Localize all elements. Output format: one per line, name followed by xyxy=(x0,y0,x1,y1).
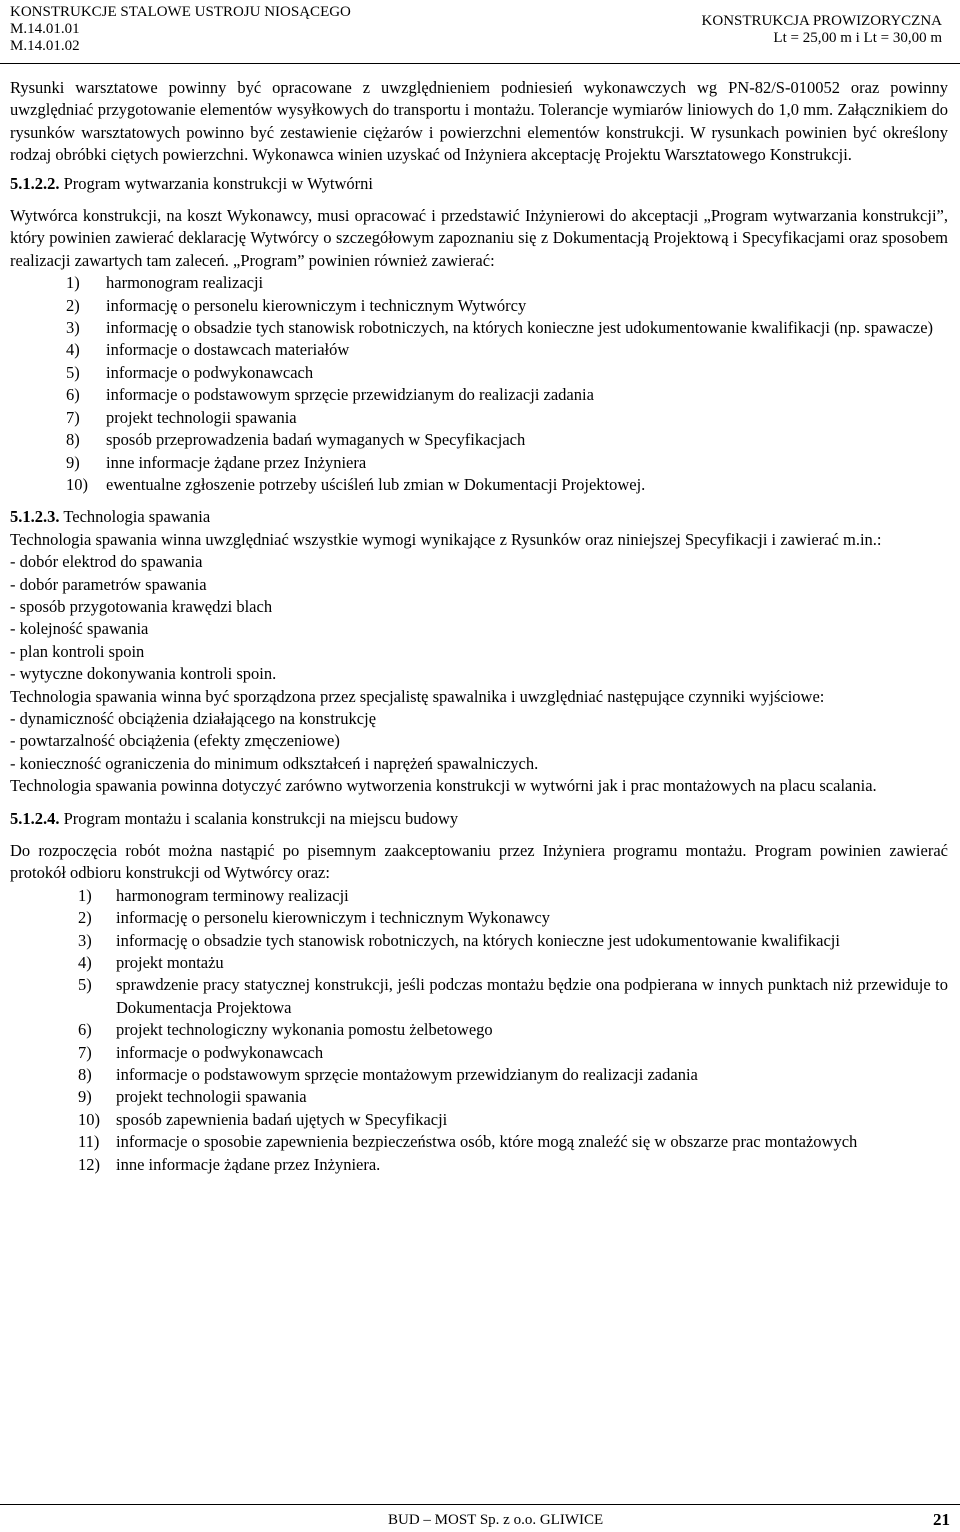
list-item xyxy=(10,1064,948,1086)
list-item xyxy=(10,474,948,496)
header-left-block xyxy=(10,4,351,55)
list-item-text: informację o obsadzie tych stanowisk robotniczych, na których konieczne jest udokumentowanie kwalifikacji xyxy=(116,930,840,950)
list-item xyxy=(10,362,948,384)
list-item xyxy=(10,1086,948,1108)
section-heading-5-1-2-3 xyxy=(10,506,948,528)
list-item-text: projekt technologiczny wykonania pomostu żelbetowego xyxy=(116,1020,493,1040)
list-item-number: 6) xyxy=(78,1020,92,1040)
header-divider xyxy=(0,63,960,64)
list-item xyxy=(10,930,948,952)
page-header xyxy=(0,0,960,64)
dash-item: - dobór elektrod do spawania xyxy=(10,552,203,572)
list-item-text: projekt technologii spawania xyxy=(106,407,297,427)
list-item-number: 2) xyxy=(66,295,80,315)
section-title: Program montażu i scalania konstrukcji na miejscu budowy xyxy=(59,808,459,828)
page-footer xyxy=(0,1500,960,1532)
numbered-list xyxy=(10,885,948,1176)
header-code-1: M.14.01.01 xyxy=(10,21,80,37)
list-item-number: 7) xyxy=(66,407,80,427)
list-item-text: inne informacje żądane przez Inżyniera xyxy=(106,452,367,472)
list-item xyxy=(10,974,948,1019)
list-item-number: 10) xyxy=(66,474,88,494)
dash-item: - sposób przygotowania krawędzi blach xyxy=(10,596,273,616)
list-item-text: harmonogram terminowy realizacji xyxy=(116,885,349,905)
list-item-number: 10) xyxy=(78,1109,100,1129)
list-item-number: 5) xyxy=(78,975,92,995)
list-item-number: 9) xyxy=(78,1087,92,1107)
list-item xyxy=(10,339,948,361)
list-item-number: 12) xyxy=(78,1154,100,1174)
list-item-text: informacje o podstawowym sprzęcie montażowym przewidzianym do realizacji zadania xyxy=(116,1065,698,1085)
list-item xyxy=(10,1131,948,1153)
list-item xyxy=(10,317,948,339)
list-item-text: informację o personelu kierowniczym i technicznym Wykonawcy xyxy=(116,908,550,928)
section-paragraph: Technologia spawania winna uwzględniać wszystkie wymogi wynikające z Rysunków oraz niniejszej Specyfikacji i zawierać m.in.: xyxy=(10,529,882,549)
section-number: 5.1.2.2. xyxy=(10,173,60,193)
list-item-number: 2) xyxy=(78,908,92,928)
list-item xyxy=(10,452,948,474)
section-number: 5.1.2.4. xyxy=(10,808,60,828)
section-heading-5-1-2-4 xyxy=(10,808,948,830)
list-item xyxy=(10,1109,948,1131)
page-number: 21 xyxy=(933,1510,950,1529)
section-title: Technologia spawania xyxy=(59,507,211,527)
footer-organization: BUD – MOST Sp. z o.o. GLIWICE xyxy=(388,1512,604,1528)
list-item-number: 7) xyxy=(78,1042,92,1062)
list-item xyxy=(10,407,948,429)
list-item-text: ewentualne zgłoszenie potrzeby uściśleń lub zmian w Dokumentacji Projektowej. xyxy=(106,474,646,494)
list-item-text: informację o obsadzie tych stanowisk robotniczych, na których konieczne jest udokumentowanie kwalifikacji (np. spawacze) xyxy=(106,318,934,338)
list-item-number: 11) xyxy=(78,1132,100,1152)
section-paragraph: Technologia spawania powinna dotyczyć zarówno wytworzenia konstrukcji w wytwórni jak i prac montażowych na placu scalania. xyxy=(10,776,877,796)
list-item xyxy=(10,384,948,406)
section-paragraph: Technologia spawania winna być sporządzona przez specjalistę spawalnika i uwzględniać następujące czynniki wyjściowe: xyxy=(10,686,825,706)
header-code-2: M.14.01.02 xyxy=(10,38,80,54)
list-item xyxy=(10,1019,948,1041)
list-item xyxy=(10,429,948,451)
section-paragraph: Do rozpoczęcia robót można nastąpić po pisemnym zaakceptowaniu przez Inżyniera programu montażu. Program powinien zawierać protokół odbioru konstrukcji od Wytwórcy oraz: xyxy=(10,841,948,883)
list-item-text: informacje o podwykonawcach xyxy=(116,1042,324,1062)
dash-item: - wytyczne dokonywania kontroli spoin. xyxy=(10,664,277,684)
list-item xyxy=(10,295,948,317)
numbered-list xyxy=(10,272,948,496)
list-item-number: 9) xyxy=(66,452,80,472)
list-item-number: 1) xyxy=(78,885,92,905)
section-title: Program wytwarzania konstrukcji w Wytwórni xyxy=(59,173,374,193)
dash-item: - konieczność ograniczenia do minimum odkształceń i naprężeń spawalniczych. xyxy=(10,753,539,773)
list-item-text: sposób zapewnienia badań ujętych w Specyfikacji xyxy=(116,1109,448,1129)
list-item-text: informacje o sposobie zapewnienia bezpieczeństwa osób, które mogą znaleźć się w obszarze prac montażowych xyxy=(116,1132,858,1152)
header-subject: KONSTRUKCJA PROWIZORYCZNA xyxy=(701,13,942,29)
list-item-text: harmonogram realizacji xyxy=(106,273,264,293)
list-item-number: 5) xyxy=(66,362,80,382)
intro-paragraph: Rysunki warsztatowe powinny być opracowane z uwzględnieniem podniesień wykonawczych wg PN-82/S-010052 oraz powinny uwzględniać przygotowanie elementów wysyłkowych do transportu i montażu. Tolerancje wymiarów liniowych do 1,0 mm. Załącznikiem do rysunków warsztatowych powinno być zestawienie ciężarów i powierzchni elementów konstrukcji. W rysunkach powinien być określony rodzaj obróbki ciętych powierzchni. Wykonawca winien uzyskać od Inżyniera akceptację Projektu Warsztatowego Konstrukcji. xyxy=(10,78,948,165)
list-item-text: informacje o podstawowym sprzęcie przewidzianym do realizacji zadania xyxy=(106,385,594,405)
list-item-number: 4) xyxy=(66,340,80,360)
list-item-number: 4) xyxy=(78,953,92,973)
section-paragraph: Wytwórca konstrukcji, na koszt Wykonawcy, musi opracować i przedstawić Inżynierowi do akceptacji „Program wytwarzania konstrukcji”, który powinien zawierać deklarację Wytwórcy o szczegółowym zapoznaniu się z Dokumentacją Projektową i Specyfikacjami oraz sposobem realizacji zawartych tam zaleceń. „Program” powinien również zawierać: xyxy=(10,206,948,270)
dash-item: - dobór parametrów spawania xyxy=(10,574,207,594)
list-item xyxy=(10,885,948,907)
list-item xyxy=(10,1042,948,1064)
list-item xyxy=(10,272,948,294)
document-body xyxy=(10,77,948,1176)
list-item-number: 8) xyxy=(78,1065,92,1085)
footer-divider xyxy=(0,1504,960,1505)
list-item-text: inne informacje żądane przez Inżyniera. xyxy=(116,1154,381,1174)
section-number: 5.1.2.3. xyxy=(10,507,60,527)
list-item-text: informacje o podwykonawcach xyxy=(106,362,314,382)
list-item-text: projekt montażu xyxy=(116,953,224,973)
list-item-number: 8) xyxy=(66,430,80,450)
list-item-text: informacje o dostawcach materiałów xyxy=(106,340,350,360)
dash-item: - powtarzalność obciążenia (efekty zmęczeniowe) xyxy=(10,731,340,751)
list-item xyxy=(10,1154,948,1176)
list-item-number: 1) xyxy=(66,273,80,293)
list-item-text: sprawdzenie pracy statycznej konstrukcji, jeśli podczas montażu będzie ona podpierana w innych punktach niż przewiduje to Dokumentacja Projektowa xyxy=(116,975,948,1017)
list-item xyxy=(10,952,948,974)
header-title: KONSTRUKCJE STALOWE USTROJU NIOSĄCEGO xyxy=(10,4,351,20)
section-heading-5-1-2-2 xyxy=(10,173,948,195)
list-item-number: 3) xyxy=(78,930,92,950)
list-item-text: sposób przeprowadzenia badań wymaganych w Specyfikacjach xyxy=(106,430,526,450)
dash-item: - plan kontroli spoin xyxy=(10,641,145,661)
list-item-text: projekt technologii spawania xyxy=(116,1087,307,1107)
header-span: Lt = 25,00 m i Lt = 30,00 m xyxy=(773,30,942,46)
list-item-number: 6) xyxy=(66,385,80,405)
header-right-block xyxy=(702,13,942,47)
dash-item: - kolejność spawania xyxy=(10,619,149,639)
list-item-number: 3) xyxy=(66,318,80,338)
list-item xyxy=(10,907,948,929)
list-item-text: informację o personelu kierowniczym i technicznym Wytwórcy xyxy=(106,295,527,315)
dash-item: - dynamiczność obciążenia działającego na konstrukcję xyxy=(10,708,377,728)
